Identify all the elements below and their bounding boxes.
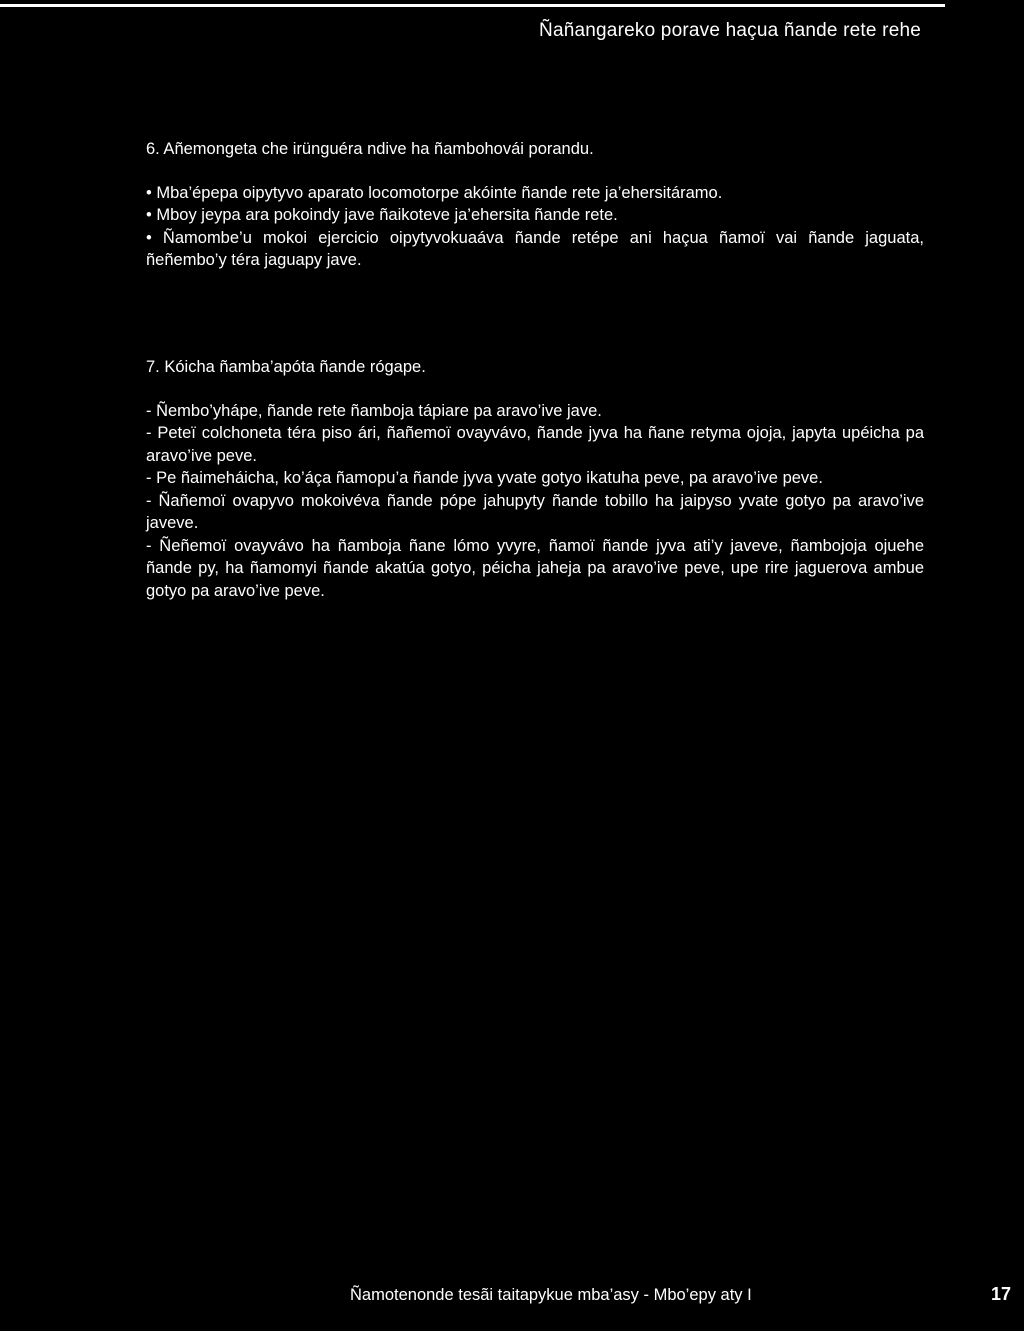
section-6-heading: 6. Añemongeta che irünguéra ndive ha ñambohovái porandu. xyxy=(146,140,594,158)
section-6-list xyxy=(146,182,924,272)
running-header-title: Ñañangareko porave haçua ñande rete rehe xyxy=(539,20,921,41)
list-item: - Ñembo’yhápe, ñande rete ñamboja tápiare pa aravo’ive jave. xyxy=(146,401,602,420)
list-item: • Mboy jeypa ara pokoindy jave ñaikoteve ja’ehersita ñande rete. xyxy=(146,206,618,224)
page-number: 17 xyxy=(991,1284,1012,1304)
list-item: • Mba’épepa oipytyvo aparato locomotorpe akóinte ñande rete ja’ehersitáramo. xyxy=(146,183,723,202)
section-7 xyxy=(146,356,924,602)
footer-text: Ñamotenonde tesãi taitapykue mba’asy - Mbo’epy aty I xyxy=(350,1286,752,1304)
list-item: - Ñañemoï ovapyvo mokoivéva ñande pópe jahupyty ñande tobillo ha jaipyso yvate gotyo pa aravo’ive javeve. xyxy=(146,491,924,532)
list-item: - Peteï colchoneta téra piso ári, ñañemoï ovayvávo, ñande jyva ha ñane retyma ojoja, japyta upéicha pa aravo’ive peve. xyxy=(146,424,924,465)
list-item: - Pe ñaimeháicha, ko’áça ñamopu’a ñande jyva yvate gotyo ikatuha peve, pa aravo’ive peve. xyxy=(146,469,823,487)
list-item: - Ñeñemoï ovayvávo ha ñamboja ñane lómo yvyre, ñamoï ñande jyva ati’y javeve, ñambojoja ojuehe ñande py, ha ñamomyi ñande akatúa gotyo, péicha jaheja pa aravo’ive peve, upe rire jaguerova ambue gotyo pa aravo’ive peve. xyxy=(146,536,924,600)
section-6 xyxy=(146,138,924,272)
section-7-heading: 7. Kóicha ñamba’apóta ñande rógape. xyxy=(146,358,426,376)
list-item: • Ñamombe’u mokoi ejercicio oipytyvokuaáva ñande retépe ani haçua ñamoï vai ñande jaguata, ñeñembo’y téra jaguapy jave. xyxy=(146,228,924,269)
section-7-list xyxy=(146,400,924,603)
top-rule xyxy=(0,4,945,7)
